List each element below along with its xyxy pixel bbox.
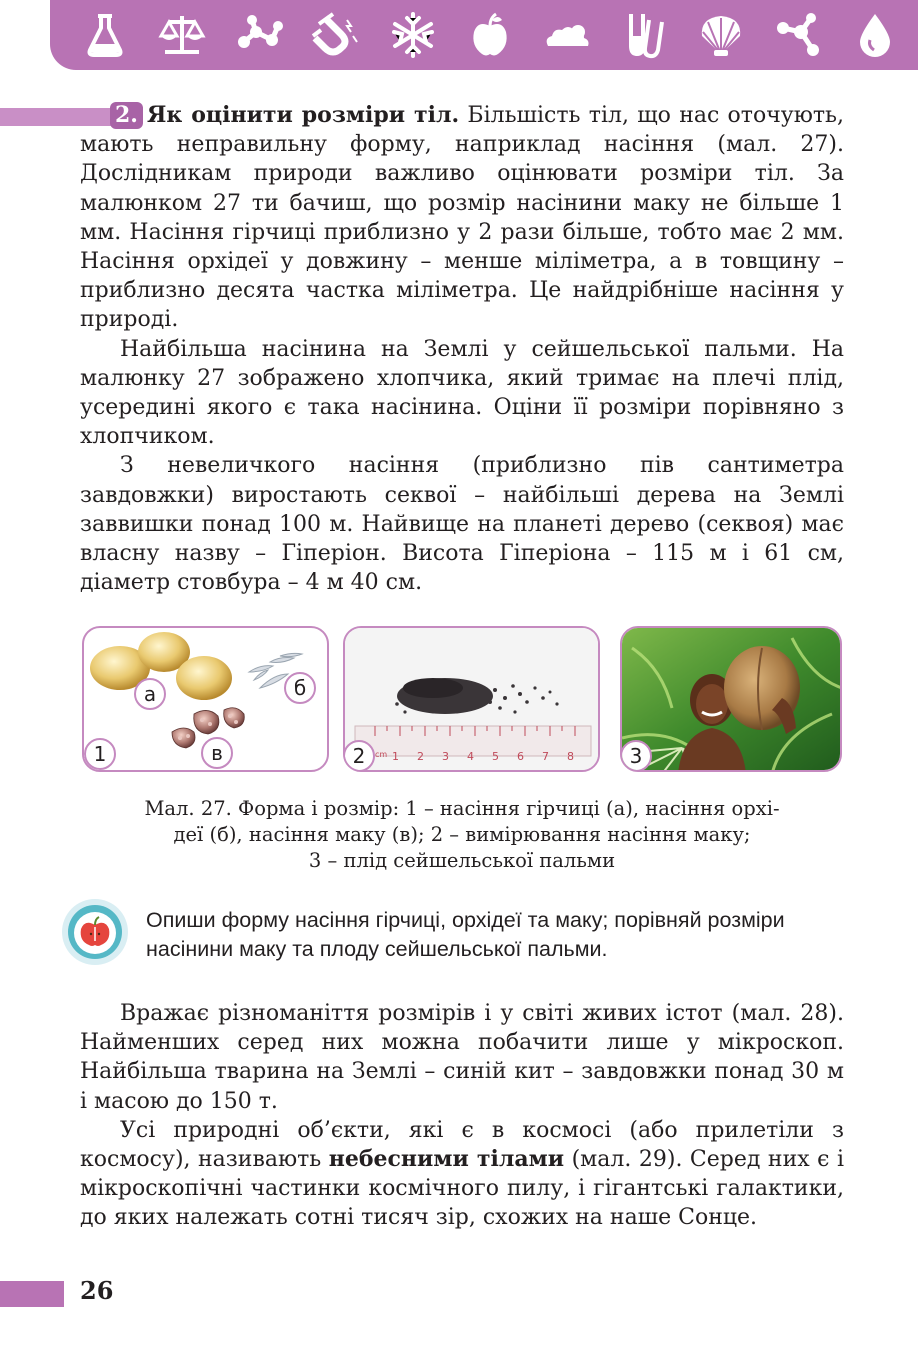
snowflake-icon [388, 10, 438, 60]
ruler-tick: 3 [442, 750, 449, 763]
paragraph: З невеличкого насіння (приблизно пів сантиметра завдовжки) виростають секвої – найбільші дерева на Землі заввишки понад 100 м. Найвище на планеті дерево (секвоя) має власну назву – Гіперіон. Висота Гіперіона – 115 м і 61 см, діаметр стовбура – 4 м 40 см. [80, 453, 844, 596]
section-text [80, 101, 844, 597]
paragraph-text: Більшість тіл, що нас оточують, мають неправильну форму, наприклад насіння (мал. 27). Дослідникам природи важливо оцінювати розміри тіл. За малюнком 27 ти бачиш, що розмір насінини маку не більше 1 мм. Насіння гірчиці приблизно у 2 рази більше, тобто має 2 мм. Насіння орхідеї у довжину – менше міліметра, а в товщину – приблизно десята частка міліметра. Це найдрібніше насіння у природі. [80, 103, 844, 333]
caption-line: Мал. 27. Форма і розмір: 1 – насіння гірчиці (а), насіння орхі- [144, 797, 780, 820]
ruler-unit-label: cm [375, 750, 388, 759]
test-tubes-icon [619, 10, 669, 60]
clouds-icon [542, 10, 592, 60]
figure-seeds [82, 626, 329, 772]
ruler-tick: 2 [417, 750, 424, 763]
magnet-icon [311, 10, 361, 60]
ruler-tick: 1 [392, 750, 399, 763]
drop-icon [850, 10, 900, 60]
task-text: Опиши форму насіння гірчиці, орхідеї та маку; порівняй розміри насінини маку та плоду сейшельської пальми. [146, 908, 785, 961]
figure-palm-fruit [620, 626, 842, 772]
paragraph-text: (мал. 29). Серед них є і мікроскопічні частинки космічного пилу, і гігантські галактики, до яких належать сотні тисяч зір, схожих на наше Сонце. [80, 1147, 845, 1231]
task-apple-icon [60, 897, 130, 967]
term-celestial-bodies: небесними тілами [328, 1146, 565, 1173]
scales-icon [157, 10, 207, 60]
figure-poppy-ruler [343, 626, 600, 772]
section-title: Як оцінити розміри тіл. [146, 102, 460, 128]
header-band [50, 0, 918, 70]
page-number-strip [0, 1281, 64, 1307]
paragraph: Вражає різноманіття розмірів і у світі живих істот (мал. 28). Найменших серед них можна побачити лише у мікроскоп. Найбільша тварина на Землі – синій кит – завдовжки понад 30 м і масою до 150 т. [80, 1001, 844, 1114]
flask-icon [80, 10, 130, 60]
palm-photo [622, 628, 842, 772]
molecule-icon [234, 10, 284, 60]
header-icons [80, 8, 900, 62]
figure-number-2: 2 [343, 740, 375, 772]
ruler-tick-labels [392, 750, 600, 766]
figure-letter-v: в [201, 737, 233, 769]
ruler-tick: 4 [467, 750, 474, 763]
apple-icon [465, 10, 515, 60]
figure-number-1: 1 [84, 738, 116, 770]
network-icon [773, 10, 823, 60]
caption-line: деї (б), насіння маку (в); 2 – вимірювання насіння маку; [173, 823, 751, 846]
paragraph [80, 101, 844, 335]
ruler-tick: 7 [542, 750, 549, 763]
figure-letter-b: б [284, 672, 316, 704]
paragraph-text: Усі природні об’єкти, які є в космосі (або прилетіли з космосу), називають [80, 1117, 844, 1173]
figure-number-3: 3 [620, 740, 652, 772]
ruler-tick: 8 [567, 750, 574, 763]
ruler-tick: 5 [492, 750, 499, 763]
figure-letter-a: а [134, 678, 166, 710]
caption-line: 3 – плід сейшельської пальми [308, 849, 616, 872]
body-text-continued [80, 999, 844, 1233]
paragraph [80, 1116, 844, 1233]
page-number: 26 [80, 1276, 114, 1305]
ruler-tick: 6 [517, 750, 524, 763]
section-number: 2. [110, 102, 143, 129]
seashell-icon [696, 10, 746, 60]
paragraph: Найбільша насінина на Землі у сейшельської пальми. На малюнку 27 зображено хлопчика, який тримає на плечі плід, усередині якого є така насінина. Оціни її розміри порівняно з хлопчиком. [80, 336, 844, 450]
figure-caption [80, 796, 844, 874]
